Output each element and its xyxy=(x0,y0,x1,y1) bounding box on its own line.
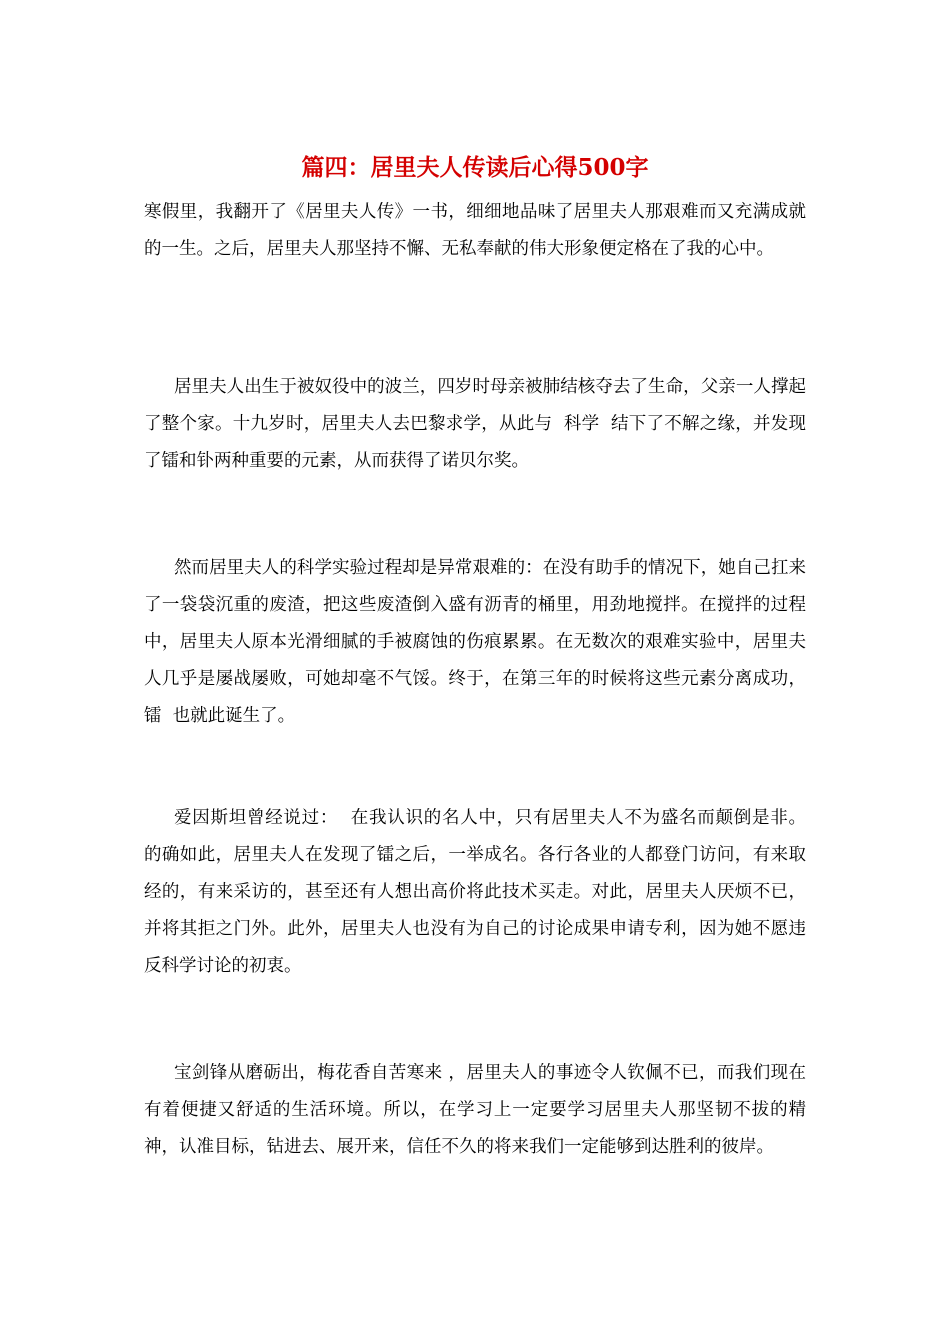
paragraph-early-life: 居里夫人出生于被奴役中的波兰，四岁时母亲被肺结核夺去了生命，父亲一人撑起了整个家。十九岁时，居里夫人去巴黎求学，从此与 科学 结下了不解之缘，并发现了镭和钋两种重要的元素，从而获得了诺贝尔奖。 xyxy=(144,377,806,471)
paragraph-experiments: 然而居里夫人的科学实验过程却是异常艰难的：在没有助手的情况下，她自己扛来了一袋袋沉重的废渣，把这些废渣倒入盛有沥青的桶里，用劲地搅拌。在搅拌的过程中，居里夫人原本光滑细腻的手被腐蚀的伤痕累累。在无数次的艰难实验中，居里夫人几乎是屡战屡败，可她却毫不气馁。终于，在第三年的时候将这些元素分离成功， 镭 也就此诞生了。 xyxy=(144,558,818,726)
document-title: 篇四：居里夫人传读后心得500字 xyxy=(301,154,649,181)
paragraph-intro: 寒假里，我翻开了《居里夫人传》一书，细细地品味了居里夫人那艰难而又充满成就的一生。之后，居里夫人那坚持不懈、无私奉献的伟大形象便定格在了我的心中。 xyxy=(144,202,806,259)
paragraph-einstein-quote: 爱因斯坦曾经说过： 在我认识的名人中，只有居里夫人不为盛名而颠倒是非。 的确如此，居里夫人在发现了镭之后，一举成名。各行各业的人都登门访问，有来取经的，有来采访的，甚至还有人想出高价将此技术买走。对此，居里夫人厌烦不已，并将其拒之门外。此外，居里夫人也没有为自己的讨论成果申请专利，因为她不愿违反科学讨论的初衷。 xyxy=(144,808,818,976)
paragraph-conclusion: 宝剑锋从磨砺出，梅花香自苦寒来 ，居里夫人的事迹令人钦佩不已，而我们现在有着便捷又舒适的生活环境。所以，在学习上一定要学习居里夫人那坚韧不拔的精神，认准目标，钻进去、展开来，信任不久的将来我们一定能够到达胜利的彼岸。 xyxy=(144,1063,806,1157)
